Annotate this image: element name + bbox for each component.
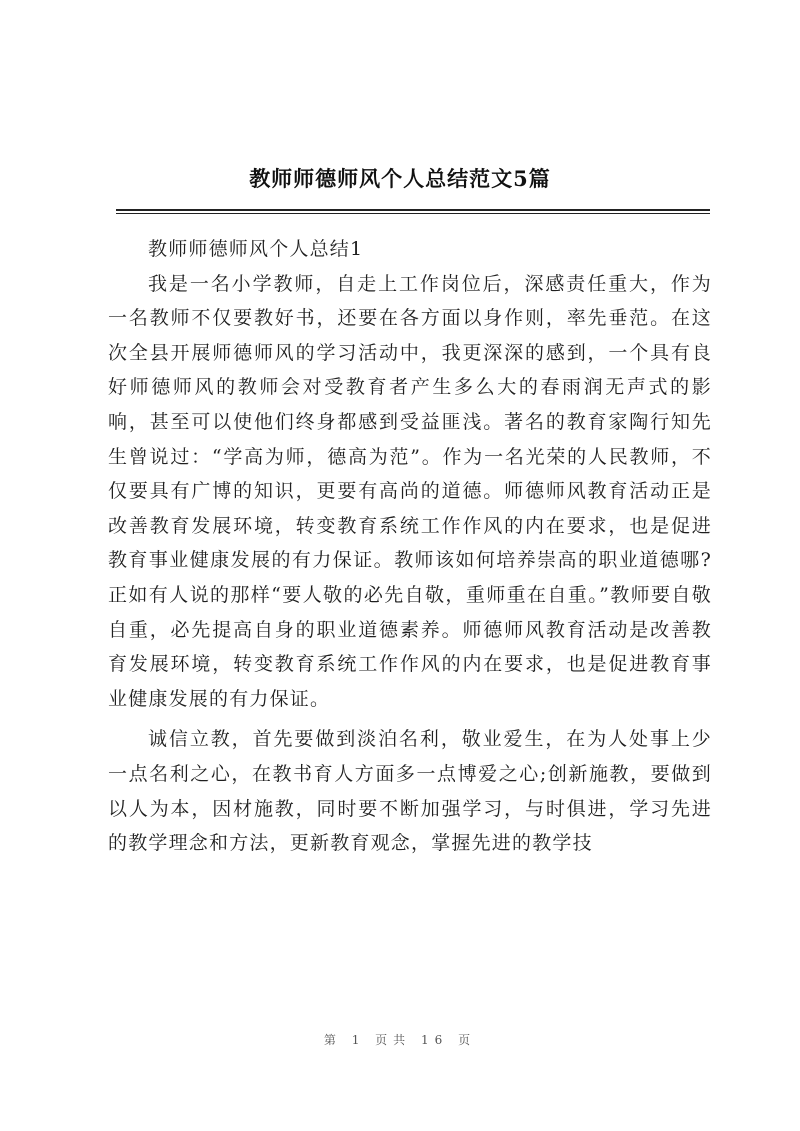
document-body (108, 232, 712, 861)
title-divider (116, 209, 710, 214)
body-paragraph-1: 我是一名小学教师，自走上工作岗位后，深感责任重大，作为一名教师不仅要教好书，还要在各方面以身作则，率先垂范。在这次全县开展师德师风的学习活动中，我更深深的感到，一个具有良好师德师风的教师会对受教育者产生多么大的春雨润无声式的影响，甚至可以使他们终身都感到受益匪浅。著名的教育家陶行知先生曾说过：“学高为师，德高为范”。作为一名光荣的人民教师，不仅要具有广博的知识，更要有高尚的道德。师德师风教育活动正是改善教育发展环境，转变教育系统工作作风的内在要求，也是促进教育事业健康发展的有力保证。教师该如何培养崇高的职业道德哪?正如有人说的那样“要人敬的必先自敬，重师重在自重。”教师要自敬自重，必先提高自身的职业道德素养。师德师风教育活动是改善教育发展环境，转变教育系统工作作风的内在要求，也是促进教育事业健康发展的有力保证。 (108, 272, 712, 710)
section-heading: 教师师德师风个人总结1 (148, 238, 364, 260)
body-paragraph-2: 诚信立教，首先要做到淡泊名利，敬业爱生，在为人处事上少一点名利之心，在教书育人方面多一点博爱之心;创新施教，要做到以人为本，因材施教，同时要不断加强学习，与时俱进，学习先进的教学理念和方法，更新教育观念，掌握先进的教学技 (108, 728, 712, 855)
document-title: 教师师德师风个人总结范文5篇 (249, 166, 551, 191)
page-footer: 第 1 页共 16 页 (323, 1033, 477, 1047)
